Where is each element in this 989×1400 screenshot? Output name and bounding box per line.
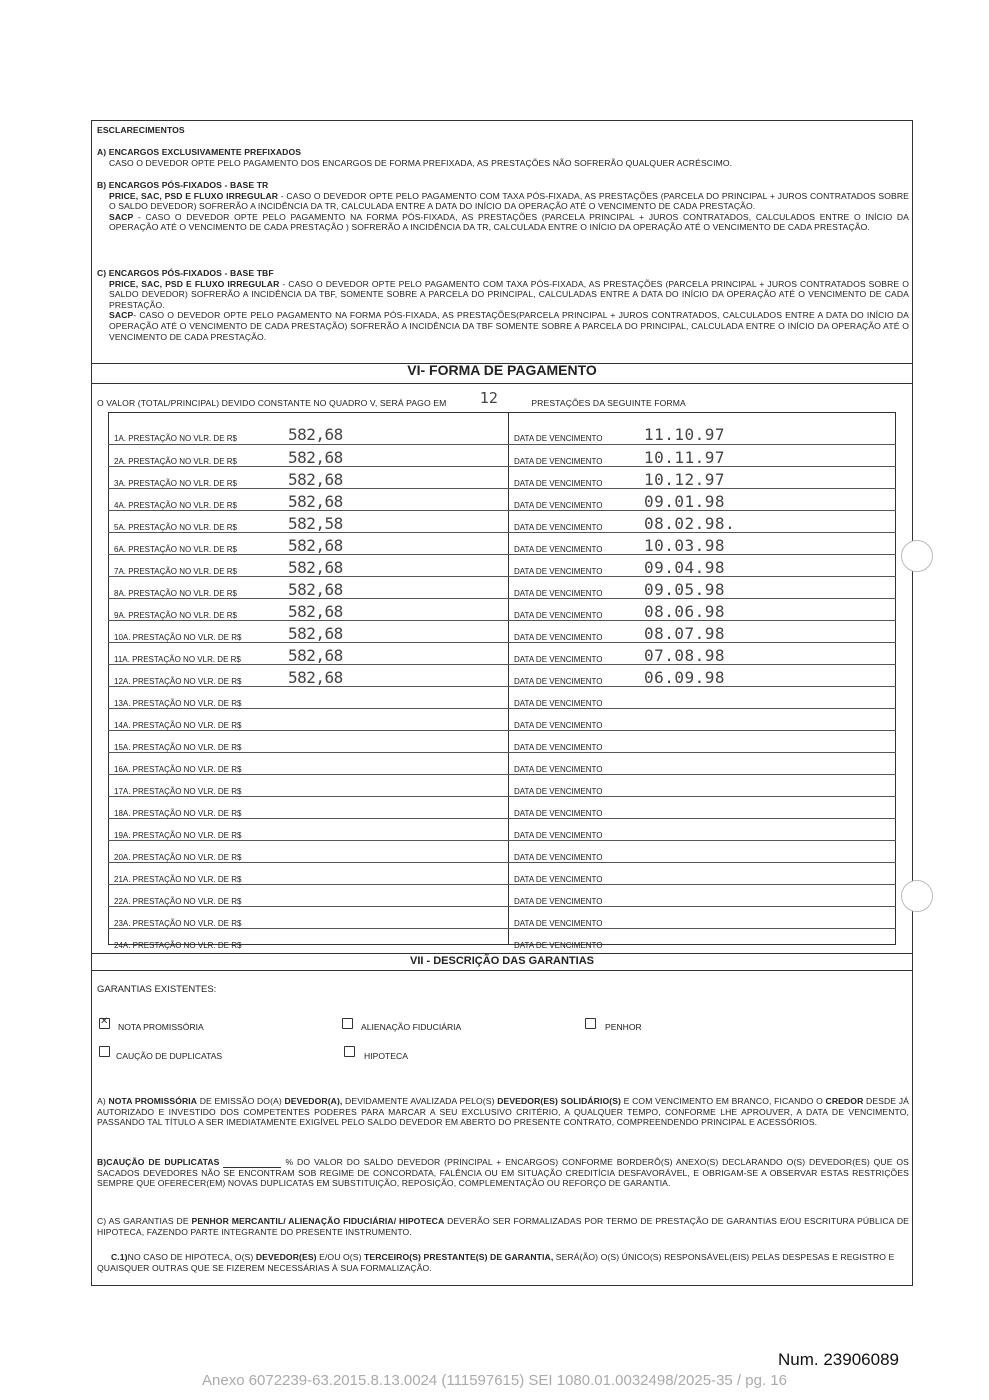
- due-date-label: DATA DE VENCIMENTO: [514, 875, 603, 884]
- installment-row: [108, 708, 896, 731]
- installment-row: [108, 664, 896, 687]
- due-date-label: DATA DE VENCIMENTO: [514, 721, 603, 730]
- due-date-label: DATA DE VENCIMENTO: [514, 831, 603, 840]
- garantia-c1-bold-1: C.1): [111, 1252, 128, 1262]
- due-date-value[interactable]: 08.02.98.: [644, 514, 736, 533]
- item-c-title: C) ENCARGOS PÓS-FIXADOS - BASE TBF: [97, 268, 274, 278]
- garantia-a-text-5: DESDE JÁ AUTORIZADO E INVESTIDO DOS COMPETENTES PODERES PARA MARCAR A SEU EXCLUSIVO CRITÉRIO, A QUALQUER TEMPO, CONFORME LHE APROUVER, A DATA DE VENCIMENTO, PASSANDO TAL TÍTULO A SER IMEDIATAMENTE EXIGÍVEL PELO SALDO DEVEDOR EM ABERTO DO PRESENTE CONTRATO, COMPREENDENDO PRINCIPAL E ACESSÓRIOS.: [97, 1096, 910, 1128]
- checkbox-alienacao-fiduciaria[interactable]: [342, 1018, 353, 1029]
- due-date-label: DATA DE VENCIMENTO: [514, 501, 603, 510]
- label-caucao-duplicatas: CAUÇÃO DE DUPLICATAS: [116, 1051, 223, 1061]
- due-date-value[interactable]: 09.01.98: [644, 492, 726, 511]
- due-date-label: DATA DE VENCIMENTO: [514, 545, 603, 554]
- installment-label: 17A. PRESTAÇÃO NO VLR. DE R$: [114, 787, 242, 796]
- installment-label: 11A. PRESTAÇÃO NO VLR. DE R$: [114, 655, 241, 664]
- due-date-label: DATA DE VENCIMENTO: [514, 589, 603, 598]
- installment-value[interactable]: 582,68: [288, 425, 343, 444]
- item-c-text2: - CASO O DEVEDOR OPTE PELO PAGAMENTO NA FORMA PÓS-FIXADA, AS PRESTAÇÕES(PARCELA PRINCIPAL + JUROS CONTRATADOS, CALCULADOS ENTRE A DATA DO INÍCIO DA OPERAÇÃO ATÉ O VENCIMENTO DE CADA PRESTAÇÃO) SOFRERÃO A INCIDÊNCIA DA TBF SOMENTE SOBRE A PARCELA DO PRINCIPAL, CALCULADA ENTRE O INÍCIO DA OPERAÇÃO ATÉ O VENCIMENTO DE CADA PRESTAÇÃO.: [109, 310, 909, 342]
- garantia-c1-text-2: E/OU O(S): [316, 1252, 365, 1262]
- garantia-a-text-2: DE EMISSÃO DO(A): [197, 1096, 285, 1106]
- installment-value[interactable]: 582,58: [288, 514, 343, 533]
- installment-value[interactable]: 582,68: [288, 492, 343, 511]
- garantia-a-bold-3: DEVEDOR(ES) SOLIDÁRIO(S): [497, 1096, 622, 1106]
- installment-label: 16A. PRESTAÇÃO NO VLR. DE R$: [114, 765, 242, 774]
- installment-value[interactable]: 582,68: [288, 448, 343, 467]
- installment-row: [108, 488, 896, 511]
- installment-label: 20A. PRESTAÇÃO NO VLR. DE R$: [114, 853, 242, 862]
- installment-row: [108, 422, 896, 444]
- installment-label: 9A. PRESTAÇÃO NO VLR. DE R$: [114, 611, 237, 620]
- installment-value[interactable]: 582,68: [288, 470, 343, 489]
- garantia-b-blank-field[interactable]: [223, 1158, 281, 1168]
- due-date-label: DATA DE VENCIMENTO: [514, 611, 603, 620]
- installment-label: 21A. PRESTAÇÃO NO VLR. DE R$: [114, 875, 242, 884]
- garantia-c-paragraph: [97, 1216, 909, 1237]
- due-date-label: DATA DE VENCIMENTO: [514, 457, 603, 466]
- garantia-c1-bold-3: TERCEIRO(S) PRESTANTE(S) DE GARANTIA,: [364, 1252, 554, 1262]
- installment-label: 24A. PRESTAÇÃO NO VLR. DE R$: [114, 941, 242, 950]
- intro-post-text: PRESTAÇÕES DA SEGUINTE FORMA: [531, 398, 686, 408]
- installment-row: [108, 554, 896, 577]
- item-b-text2: - CASO O DEVEDOR OPTE PELO PAGAMENTO NA FORMA PÓS-FIXADA, AS PRESTAÇÕES (PARCELA PRINCIPAL + JUROS CONTRATADOS, CALCULADOS ENTRE O INÍCIO DA OPERAÇÃO ATÉ O VENCIMENTO DE CADA PRESTAÇÃO ) SOFRERÃO A INCIDÊNCIA DA TR, CALCULADA ENTRE O INÍCIO DA OPERAÇÃO ATÉ O VENCIMENTO DE CADA PRESTAÇÃO.: [109, 211, 909, 233]
- installment-value[interactable]: 582,68: [288, 602, 343, 621]
- installment-label: 14A. PRESTAÇÃO NO VLR. DE R$: [114, 721, 242, 730]
- installment-row: [108, 686, 896, 709]
- due-date-label: DATA DE VENCIMENTO: [514, 699, 603, 708]
- due-date-value[interactable]: 11.10.97: [644, 425, 726, 444]
- item-c-sub1: PRICE, SAC, PSD E FLUXO IRREGULAR: [109, 278, 280, 289]
- item-c-text1: - CASO O DEVEDOR OPTE PELO PAGAMENTO COM TAXA PÓS-FIXADA, AS PRESTAÇÕES (PARCELA PRINCIPAL + JUROS CONTRATADOS SOBRE O SALDO DEVEDOR) SOFRERÃO A INCIDÊNCIA DA TBF, SOMENTE SOBRE A PARCELA DO PRINCIPAL, CALCULADAS ENTRE A DATA DO INÍCIO DA OPERAÇÃO ATÉ O VENCIMENTO DE CADA PRESTAÇÃO.: [109, 278, 909, 310]
- garantia-b-bold-1: B)CAUÇÃO DE DUPLICATAS: [97, 1157, 220, 1167]
- garantia-c1-text-1: NO CASO DE HIPOTECA, O(S): [127, 1252, 256, 1262]
- installment-label: 7A. PRESTAÇÃO NO VLR. DE R$: [114, 567, 237, 576]
- garantia-c1-paragraph: [97, 1252, 909, 1273]
- divider-vii-bottom: [91, 970, 913, 971]
- garantia-a-text-1: A): [97, 1096, 109, 1106]
- garantia-a-bold-2: DEVEDOR(A),: [284, 1096, 343, 1106]
- document-reference: Anexo 6072239-63.2015.8.13.0024 (111597615) SEI 1080.01.0032498/2025-35 / pg. 16: [202, 1372, 787, 1389]
- label-nota-promissoria: NOTA PROMISSÓRIA: [118, 1022, 204, 1032]
- installment-row: [108, 444, 896, 467]
- pagamento-intro: [97, 389, 909, 409]
- due-date-value[interactable]: 09.05.98: [644, 580, 726, 599]
- installment-value[interactable]: 582,68: [288, 646, 343, 665]
- installment-row: [108, 796, 896, 819]
- document-number: Num. 23906089: [778, 1350, 899, 1369]
- installment-label: 10A. PRESTAÇÃO NO VLR. DE R$: [114, 633, 242, 642]
- garantias-existentes-label: GARANTIAS EXISTENTES:: [97, 984, 217, 995]
- due-date-label: DATA DE VENCIMENTO: [514, 919, 603, 928]
- item-c-paragraph-1: [97, 279, 909, 311]
- due-date-value[interactable]: 10.11.97: [644, 448, 726, 467]
- checkbox-penhor[interactable]: [585, 1018, 596, 1029]
- installment-label: 6A. PRESTAÇÃO NO VLR. DE R$: [114, 545, 237, 554]
- section-title-esclarecimentos: ESCLARECIMENTOS: [97, 125, 185, 135]
- installment-row: [108, 906, 896, 929]
- label-alienacao-fiduciaria: ALIENAÇÃO FIDUCIÁRIA: [361, 1022, 462, 1032]
- garantia-b-paragraph: [97, 1157, 909, 1189]
- checkbox-hipoteca[interactable]: [344, 1046, 355, 1057]
- due-date-label: DATA DE VENCIMENTO: [514, 567, 603, 576]
- due-date-label: DATA DE VENCIMENTO: [514, 809, 603, 818]
- installment-value[interactable]: 582,68: [288, 580, 343, 599]
- installment-row: [108, 928, 896, 951]
- installment-label: 23A. PRESTAÇÃO NO VLR. DE R$: [114, 919, 242, 928]
- due-date-label: DATA DE VENCIMENTO: [514, 853, 603, 862]
- installment-row: [108, 466, 896, 489]
- garantia-c1-bold-2: DEVEDOR(ES): [255, 1252, 317, 1262]
- divider-vi-bottom: [91, 383, 913, 384]
- item-b-text1: - CASO O DEVEDOR OPTE PELO PAGAMENTO COM TAXA PÓS-FIXADA, AS PRESTAÇÕES (PARCELA DO PRINCIPAL + JUROS CONTRATADOS SOBRE O SALDO DEVEDOR) SOFRERÃO A INCIDÊNCIA DA TR, CALCULADA ENTRE A DATA DO INÍCIO DA OPERAÇÃO ATÉ O VENCIMENTO DE CADA PRESTAÇÃO.: [109, 190, 909, 212]
- due-date-label: DATA DE VENCIMENTO: [514, 479, 603, 488]
- label-penhor: PENHOR: [605, 1022, 642, 1032]
- section-title-forma-pagamento: VI- FORMA DE PAGAMENTO: [407, 362, 597, 378]
- garantia-c1-text-3: SERÁ(ÃO) O(S) ÚNICO(S) RESPONSÁVEL(EIS) PELAS DESPESAS E REGISTRO E QUAISQUER OUTRAS QUE SE FIZEREM NECESSÁRIAS À SUA FORMALIZAÇÃO.: [97, 1252, 895, 1273]
- garantia-a-paragraph: [97, 1096, 909, 1128]
- installment-row: [108, 752, 896, 775]
- installment-row: [108, 576, 896, 599]
- due-date-label: DATA DE VENCIMENTO: [514, 434, 603, 443]
- item-b-sub1: PRICE, SAC, PSD E FLUXO IRREGULAR: [109, 190, 279, 201]
- installment-label: 5A. PRESTAÇÃO NO VLR. DE R$: [114, 523, 237, 532]
- due-date-value[interactable]: 06.09.98: [644, 668, 726, 687]
- installment-label: 3A. PRESTAÇÃO NO VLR. DE R$: [114, 479, 237, 488]
- installment-label: 12A. PRESTAÇÃO NO VLR. DE R$: [114, 677, 242, 686]
- due-date-label: DATA DE VENCIMENTO: [514, 523, 603, 532]
- garantia-c-text-1: C) AS GARANTIAS DE: [97, 1216, 192, 1226]
- installment-label: 22A. PRESTAÇÃO NO VLR. DE R$: [114, 897, 242, 906]
- item-b-title: B) ENCARGOS PÓS-FIXADOS - BASE TR: [97, 180, 269, 190]
- installment-value[interactable]: 582,68: [288, 624, 343, 643]
- installment-row: [108, 840, 896, 863]
- checkbox-nota-promissoria[interactable]: [99, 1018, 110, 1029]
- intro-pre-text: O VALOR (TOTAL/PRINCIPAL) DEVIDO CONSTANTE NO QUADRO V, SERÁ PAGO EM: [97, 398, 447, 408]
- item-c-tbf: [97, 268, 909, 342]
- item-a-title: A) ENCARGOS EXCLUSIVAMENTE PREFIXADOS: [97, 147, 302, 157]
- installment-label: 4A. PRESTAÇÃO NO VLR. DE R$: [114, 501, 237, 510]
- item-b-tr: [97, 180, 909, 233]
- garantia-b-text-1: % DO VALOR DO SALDO DEVEDOR (PRINCIPAL + ENCARGOS) CONFORME BORDERÔ(S) ANEXO(S) DECLARANDO O(S) DEVEDOR(ES) QUE OS SACADOS DEVEDORES NÃO SE ENCONTRAM SOB REGIME DE CONCORDATA, FALÊNCIA OU EM SITUAÇÃO CREDITÍCIA DESFAVORÁVEL, E OBRIGAM-SE A OBSERVAR ESTAS RESTRIÇÕES SEMPRE QUE OFERECER(EM) NOVAS DUPLICATAS EM SUBSTITUIÇÃO, REPOSIÇÃO, COMPLEMENTAÇÃO OU REFORÇO DE GARANTIA.: [97, 1157, 909, 1189]
- garantia-a-text-3: DEVIDAMENTE AVALIZADA PELO(S): [342, 1096, 498, 1106]
- due-date-value[interactable]: 08.07.98: [644, 624, 726, 643]
- due-date-label: DATA DE VENCIMENTO: [514, 677, 603, 686]
- due-date-value[interactable]: 10.03.98: [644, 536, 726, 555]
- installment-row: [108, 730, 896, 753]
- due-date-label: DATA DE VENCIMENTO: [514, 743, 603, 752]
- installment-value[interactable]: 582,68: [288, 536, 343, 555]
- due-date-label: DATA DE VENCIMENTO: [514, 633, 603, 642]
- garantia-a-bold-4: CREDOR: [825, 1096, 864, 1106]
- installment-row: [108, 818, 896, 841]
- due-date-value[interactable]: 09.04.98: [644, 558, 726, 577]
- due-date-label: DATA DE VENCIMENTO: [514, 787, 603, 796]
- installment-label: 8A. PRESTAÇÃO NO VLR. DE R$: [114, 589, 237, 598]
- divider-vii-top: [91, 953, 913, 954]
- installment-row: [108, 884, 896, 907]
- installment-row: [108, 598, 896, 621]
- item-c-sub2: SACP: [109, 310, 134, 321]
- installment-row: [108, 862, 896, 885]
- due-date-value[interactable]: 08.06.98: [644, 602, 726, 621]
- item-c-paragraph-2: [97, 310, 909, 342]
- installment-label: 18A. PRESTAÇÃO NO VLR. DE R$: [114, 809, 242, 818]
- item-b-paragraph-2: [97, 212, 909, 233]
- item-a-prefixados: [97, 147, 909, 168]
- installment-row: [108, 510, 896, 533]
- installment-label: 2A. PRESTAÇÃO NO VLR. DE R$: [114, 457, 237, 466]
- garantia-a-bold-1: NOTA PROMISSÓRIA: [108, 1096, 198, 1106]
- installment-row: [108, 774, 896, 797]
- installment-value[interactable]: 582,68: [288, 668, 343, 687]
- garantia-c-bold-1: PENHOR MERCANTIL/ ALIENAÇÃO FIDUCIÁRIA/ HIPOTECA: [191, 1216, 445, 1226]
- installment-label: 13A. PRESTAÇÃO NO VLR. DE R$: [114, 699, 242, 708]
- installment-row: [108, 620, 896, 643]
- due-date-label: DATA DE VENCIMENTO: [514, 941, 603, 950]
- checkbox-caucao-duplicatas[interactable]: [99, 1046, 110, 1057]
- item-a-text: CASO O DEVEDOR OPTE PELO PAGAMENTO DOS ENCARGOS DE FORMA PREFIXADA, AS PRESTAÇÕES NÃO SOFRERÃO QUALQUER ACRÉSCIMO.: [109, 157, 733, 168]
- installment-row: [108, 642, 896, 665]
- installment-value[interactable]: 582,68: [288, 558, 343, 577]
- due-date-value[interactable]: 10.12.97: [644, 470, 726, 489]
- installment-label: 1A. PRESTAÇÃO NO VLR. DE R$: [114, 434, 237, 443]
- due-date-label: DATA DE VENCIMENTO: [514, 765, 603, 774]
- installment-label: 15A. PRESTAÇÃO NO VLR. DE R$: [114, 743, 242, 752]
- punch-hole-bottom: [901, 880, 933, 912]
- due-date-label: DATA DE VENCIMENTO: [514, 655, 603, 664]
- due-date-value[interactable]: 07.08.98: [644, 646, 726, 665]
- section-title-garantias: VII - DESCRIÇÃO DAS GARANTIAS: [410, 955, 594, 967]
- due-date-label: DATA DE VENCIMENTO: [514, 897, 603, 906]
- item-b-sub2: SACP: [109, 211, 134, 222]
- garantia-a-text-4: E COM VENCIMENTO EM BRANCO, FICANDO O: [621, 1096, 826, 1106]
- garantia-c-text-2: DEVERÃO SER FORMALIZADAS POR TERMO DE PRESTAÇÃO DE GARANTIAS E/OU ESCRITURA PÚBLICA DE HIPOTECA, FAZENDO PARTE INTEGRANTE DO PRESENTE INSTRUMENTO.: [97, 1216, 909, 1237]
- item-b-paragraph-1: [97, 191, 909, 212]
- installment-label: 19A. PRESTAÇÃO NO VLR. DE R$: [114, 831, 242, 840]
- installment-row: [108, 532, 896, 555]
- punch-hole-top: [901, 540, 933, 572]
- label-hipoteca: HIPOTECA: [364, 1051, 408, 1061]
- num-prestacoes-value: 12: [479, 389, 498, 407]
